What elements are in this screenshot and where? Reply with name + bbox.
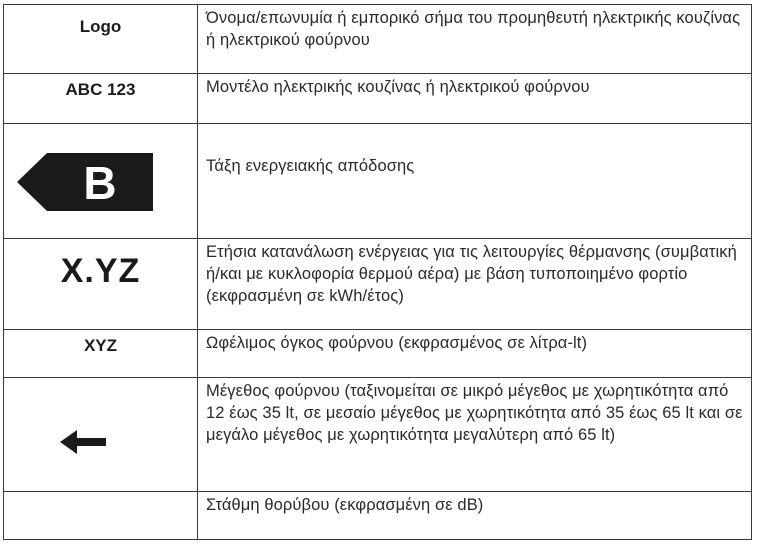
symbol-cell bbox=[4, 124, 198, 239]
left-arrow-shape bbox=[60, 430, 106, 454]
label-legend-table bbox=[3, 4, 752, 540]
table-row bbox=[4, 330, 752, 378]
description-text: Τάξη ενεργειακής απόδοσης bbox=[206, 157, 415, 175]
symbol-cell bbox=[4, 378, 198, 492]
symbol-cell bbox=[4, 492, 198, 540]
description-text: Ετήσια κατανάλωση ενέργειας για τις λειτουργίες θέρμανσης (συμβατική ή/και με κυκλοφορία θερμού αέρα) με βάση τυποποιημένο φορτίο (εκφρασμένη σε kWh/έτος) bbox=[206, 243, 737, 305]
table-row bbox=[4, 239, 752, 330]
symbol-logo: Logo bbox=[79, 17, 122, 36]
symbol-cell bbox=[4, 74, 198, 124]
symbol-model: ABC 123 bbox=[65, 80, 136, 99]
symbol-volume: XYZ bbox=[83, 336, 118, 355]
table-row bbox=[4, 378, 752, 492]
description-cell bbox=[198, 239, 752, 330]
energy-class-letter: B bbox=[83, 157, 117, 209]
description-text: Μοντέλο ηλεκτρικής κουζίνας ή ηλεκτρικού φούρνου bbox=[206, 78, 590, 96]
description-text: Στάθμη θορύβου (εκφρασμένη σε dB) bbox=[206, 496, 484, 514]
description-cell bbox=[198, 124, 752, 239]
energy-class-arrow-icon bbox=[17, 153, 153, 211]
description-cell bbox=[198, 74, 752, 124]
energy-class-wrapper bbox=[4, 124, 197, 211]
description-text: Ωφέλιμος όγκος φούρνου (εκφρασμένος σε λίτρα-lt) bbox=[206, 334, 588, 352]
symbol-cell bbox=[4, 5, 198, 74]
size-arrow-wrapper bbox=[4, 378, 197, 454]
description-cell bbox=[198, 378, 752, 492]
table-row bbox=[4, 74, 752, 124]
table-row bbox=[4, 124, 752, 239]
description-text: Μέγεθος φούρνου (ταξινομείται σε μικρό μέγεθος με χωρητικότητα από 12 έως 35 lt, σε μεσαίο μέγεθος με χωρητικότητα από 35 έως 65 lt και σε μεγάλο μέγεθος με χωρητικότητα μεγαλύτερη από 65 lt) bbox=[206, 382, 743, 444]
symbol-annual-energy: X.YZ bbox=[60, 252, 141, 290]
left-arrow-icon bbox=[60, 430, 106, 454]
description-text: Όνομα/επωνυμία ή εμπορικό σήμα του προμηθευτή ηλεκτρικής κουζίνας ή ηλεκτρικού φούρνου bbox=[206, 9, 741, 49]
description-cell bbox=[198, 492, 752, 540]
symbol-noise bbox=[4, 492, 197, 504]
table-row bbox=[4, 492, 752, 540]
table-row bbox=[4, 5, 752, 74]
symbol-cell bbox=[4, 239, 198, 330]
symbol-cell bbox=[4, 330, 198, 378]
description-cell bbox=[198, 330, 752, 378]
description-cell bbox=[198, 5, 752, 74]
